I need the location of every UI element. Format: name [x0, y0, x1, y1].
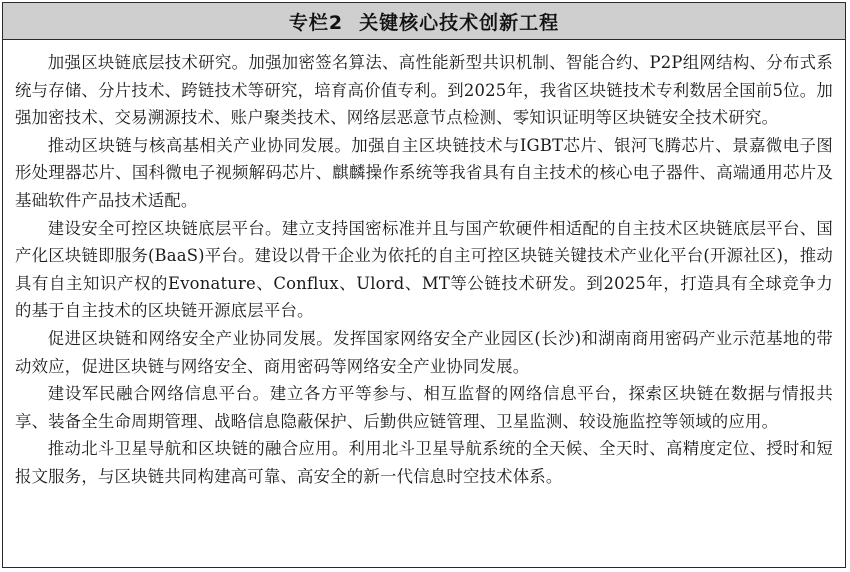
column-header [3, 3, 845, 40]
paragraph-military-civil-platform: 建设军民融合网络信息平台。建立各方平等参与、相互监督的网络信息平台，探索区块链在数据与情报共享、装备全生命周期管理、战略信息隐蔽保护、后勤供应链管理、卫星监测、较设施监控等领域的应用。 [15, 384, 833, 431]
paragraph-blockchain-underlying-tech: 加强区块链底层技术研究。加强加密签名算法、高性能新型共识机制、智能合约、P2P组网结构、分布式系统与存储、分片技术、跨链技术等研究，培育高价值专利。到2025年，我省区块链技术专利数居全国前5位。加强加密技术、交易溯源技术、账户聚类技术、网络层恶意节点检测、零知识证明等区块链安全技术研究。 [15, 53, 833, 128]
column-label: 专栏2 [288, 11, 344, 34]
column-box [2, 2, 846, 568]
column-title [289, 8, 559, 35]
paragraph-core-hardware-coordination: 推动区块链与核高基相关产业协同发展。加强自主区块链技术与IGBT芯片、银河飞腾芯片、景嘉微电子图形处理器芯片、国科微电子视频解码芯片、麒麟操作系统等我省具有自主技术的核心电子器件、高端通用芯片及基础软件产品技术适配。 [15, 135, 833, 210]
paragraph-network-security: 促进区块链和网络安全产业协同发展。发挥国家网络安全产业园区(长沙)和湖南商用密码产业示范基地的带动效应，促进区块链与网络安全、商用密码等网络安全产业协同发展。 [15, 328, 833, 376]
column-title-text: 关键核心技术创新工程 [359, 11, 560, 34]
paragraph-secure-underlying-platform: 建设安全可控区块链底层平台。建立支持国密标准并且与国产软硬件相适配的自主技术区块链底层平台、国产化区块链即服务(BaaS)平台。建设以骨干企业为依托的自主可控区块链关键技术产业化平台(开源社区)，推动具有自主知识产权的Evonature、Conflux、Ulord、MT等公链技术研发。到2025年，打造具有全球竞争力的基于自主技术的区块链开源底层平台。 [15, 218, 833, 321]
column-content [3, 40, 845, 491]
paragraph-beidou-integration: 推动北斗卫星导航和区块链的融合应用。利用北斗卫星导航系统的全天候、全天时、高精度定位、授时和短报文服务，与区块链共同构建高可靠、高安全的新一代信息时空技术体系。 [15, 439, 833, 486]
